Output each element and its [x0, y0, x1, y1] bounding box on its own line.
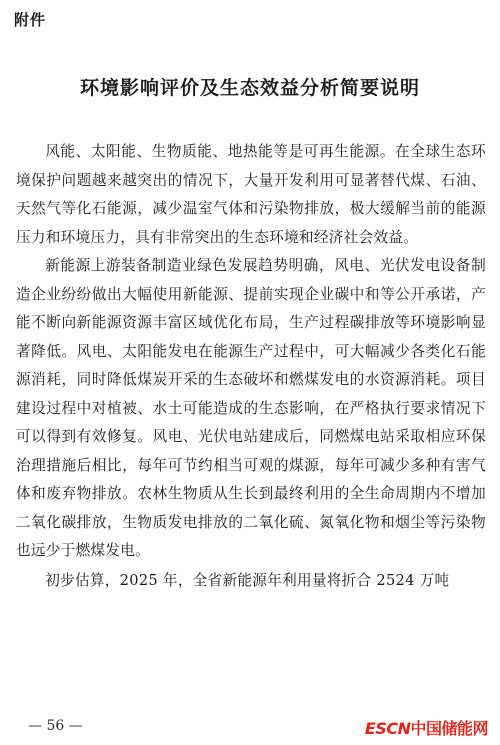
page-number: — 56 — — [28, 718, 83, 734]
logo-text-en: ESCN — [364, 719, 411, 738]
paragraph-3: 初步估算，2025 年，全省新能源年利用量将折合 2524 万吨 — [45, 571, 450, 589]
document-title: 环境影响评价及生态效益分析简要说明 — [79, 77, 420, 99]
attachment-label: 附件 — [14, 11, 47, 29]
escn-logo — [365, 716, 488, 739]
document-body — [16, 138, 486, 595]
paragraph-2: 新能源上游装备制造业绿色发展趋势明确，风电、光伏发电设备制造企业纷纷做出大幅使用新能源、提前实现企业碳中和等公开承诺，产能不断向新能源资源丰富区域优化布局，生产过程碳排放等环境影响显著降低。风电、太阳能发电在能源生产过程中，可大幅减少各类化石能源消耗，同时降低煤炭开采的生态破坏和燃煤发电的水资源消耗。项目建设过程中对植被、水土可能造成的生态影响，在严格执行要求情况下可以得到有效修复。风电、光伏电站建成后，同燃煤电站采取相应环保治理措施后相比，每年可节约相当可观的煤源，每年可减少多种有害气体和废弃物排放。农林生物质从生长到最终利用的全生命周期内不增加二氧化碳排放，生物质发电排放的二氧化硫、氮氧化物和烟尘等污染物也远少于燃煤发电。 — [16, 257, 486, 559]
paragraph-1: 风能、太阳能、生物质能、地热能等是可再生能源。在全球生态环境保护问题越来越突出的情况下，大量开发利用可显著替代煤、石油、天然气等化石能源，减少温室气体和污染物排放，极大缓解当前的能源压力和环境压力，具有非常突出的生态环境和经济社会效益。 — [16, 143, 486, 246]
logo-text-cn: 中国储能网 — [410, 719, 488, 738]
